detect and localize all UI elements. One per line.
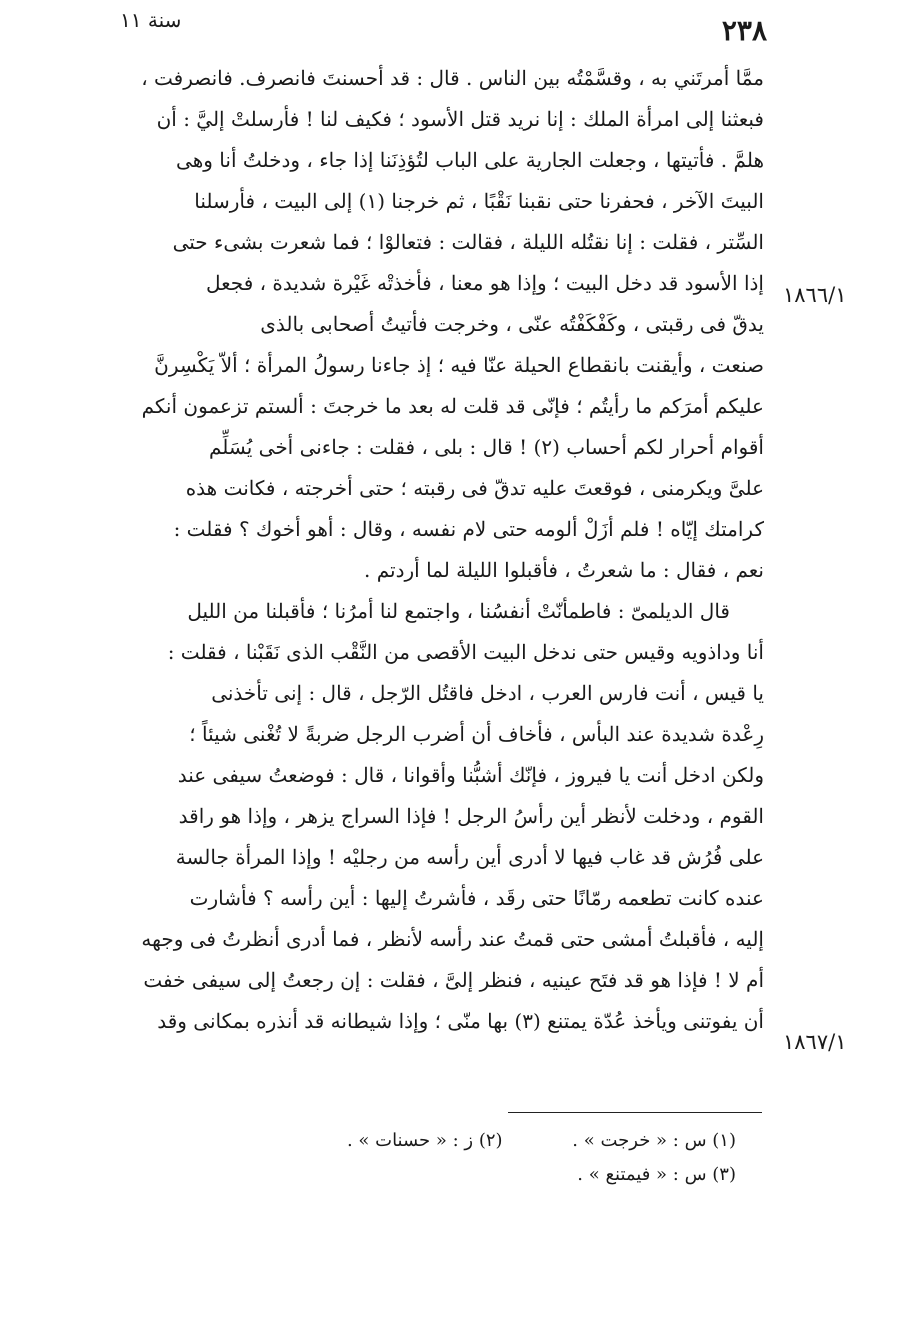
text-line: القوم ، ودخلت لأنظر أين رأسُ الرجل ! فإذا السراج يزهر ، وإذا هو راقد [178, 804, 764, 828]
text-line: كرامتك إيّاه ! فلم أزَلْ ألومه حتى لام نفسه ، وقال : أهو أخوك ؟ فقلت : [173, 517, 764, 541]
text-line: أم لا ! فإذا هو قد فتَح عينيه ، فنظر إلىَّ ، فقلت : إن رجعتُ إلى سيفى خفت [143, 968, 764, 992]
margin-reference: ١٨٦٦/١ [783, 283, 847, 307]
text-line: على فُرُش قد غاب فيها لا أدرى أين رأسه من رجليْه ! وإذا المرأة جالسة [175, 845, 764, 869]
text-line: فبعثنا إلى امرأة الملك : إنا نريد قتل الأسود ؛ فكيف لنا ! فأرسلتْ إليَّ : أن [156, 107, 764, 131]
text-line: إذا الأسود قد دخل البيت ؛ وإذا هو معنا ، فأخذتْه غَيْرة شديدة ، فجعل [205, 271, 764, 295]
text-line: إليه ، فأقبلتُ أمشى حتى قمتُ عند رأسه لأنظر ، فما أدرى أنظرتُ فى وجهه [141, 927, 764, 951]
text-line: السِّتر ، فقلت : إنا نقتُله الليلة ، فقالت : فتعالوْا ؛ فما شعرت بشىء حتى [172, 230, 764, 254]
text-line: يا قيس ، أنت فارس العرب ، ادخل فاقتُل الرّجل ، قال : إنى تأخذنى [211, 681, 764, 705]
text-line: ولكن ادخل أنت يا فيروز ، فإنّك أشبُّنا وأقوانا ، قال : فوضعتُ سيفى عند [177, 763, 764, 787]
footnote-row [300, 1124, 736, 1158]
text-line: أن يفوتنى ويأخذ عُدّة يمتنع (٣) بها منّى ؛ وإذا شيطانه قد أنذره بمكانى وقد [157, 1009, 764, 1033]
main-text [98, 58, 764, 1042]
footnote: (٢) ز : « حسنات » . [346, 1130, 503, 1151]
text-line: ممَّا أمرتَني به ، وقسَّمْتُه بين الناس . قال : قد أحسنتَ فانصرف. فانصرفت ، [141, 66, 764, 90]
footnote-row [300, 1158, 736, 1192]
text-line: هلمَّ . فأتيتها ، وجعلت الجارية على الباب لتُؤذِنَنا إذا جاء ، ودخلتُ أنا وهى [176, 148, 764, 172]
footnote-divider [508, 1112, 762, 1113]
text-line: رِعْدة شديدة عند البأس ، فأخاف أن أضرب الرجل ضربةً لا تُغْنى شيئاً ؛ [189, 722, 764, 746]
text-line: عنده كانت تطعمه رمّانًا حتى رقَد ، فأشرتُ إليها : أين رأسه ؟ فأشارت [189, 886, 764, 910]
text-line: صنعت ، وأيقنت بانقطاع الحيلة عنّا فيه ؛ إذ جاءنا رسولُ المرأة ؛ ألاّ يَكْسِرنَّ [154, 353, 764, 377]
paragraph-first-line: قال الديلمىّ : فاطمأنّتْ أنفسُنا ، واجتمع لنا أمرُنا ؛ فأقبلنا من الليل [187, 599, 730, 623]
text-line: البيتَ الآخر ، فحفرنا حتى نقبنا نَقْبًا ، ثم خرجنا (١) إلى البيت ، فأرسلنا [194, 189, 764, 213]
year-label: سنة ١١ [120, 8, 182, 32]
text-line: علىَّ ويكرمنى ، فوقعتَ عليه تدقّ فى رقبته ؛ حتى أخرجته ، فكانت هذه [185, 476, 764, 500]
text-line: أنا وداذويه وقيس حتى ندخل البيت الأقصى من النَّقْب الذى نَقَبْنا ، فقلت : [167, 640, 764, 664]
page-header [0, 0, 919, 60]
text-line: نعم ، فقال : ما شعرتُ ، فأقبلوا الليلة لما أردتم . [364, 558, 764, 582]
footnotes [300, 1124, 736, 1192]
margin-reference: ١٨٦٧/١ [783, 1030, 847, 1054]
text-line: عليكم أمرَكم ما رأيتُم ؛ فإنّى قد قلت له بعد ما خرجتَ : ألستم تزعمون أنكم [141, 394, 764, 418]
footnote: (١) س : « خرجت » . [572, 1130, 736, 1151]
footnote: (٣) س : « فيمتنع » . [577, 1164, 736, 1185]
text-line: أقوام أحرار لكم أحساب (٢) ! قال : بلى ، فقلت : جاءنى أخى يُسَلِّم [208, 435, 764, 459]
text-line: يدقّ فى رقبتى ، وكَفْكَفْتُه عنّى ، وخرجت فأتيتُ أصحابى بالذى [260, 312, 764, 336]
page-number: ٢٣٨ [721, 14, 767, 47]
